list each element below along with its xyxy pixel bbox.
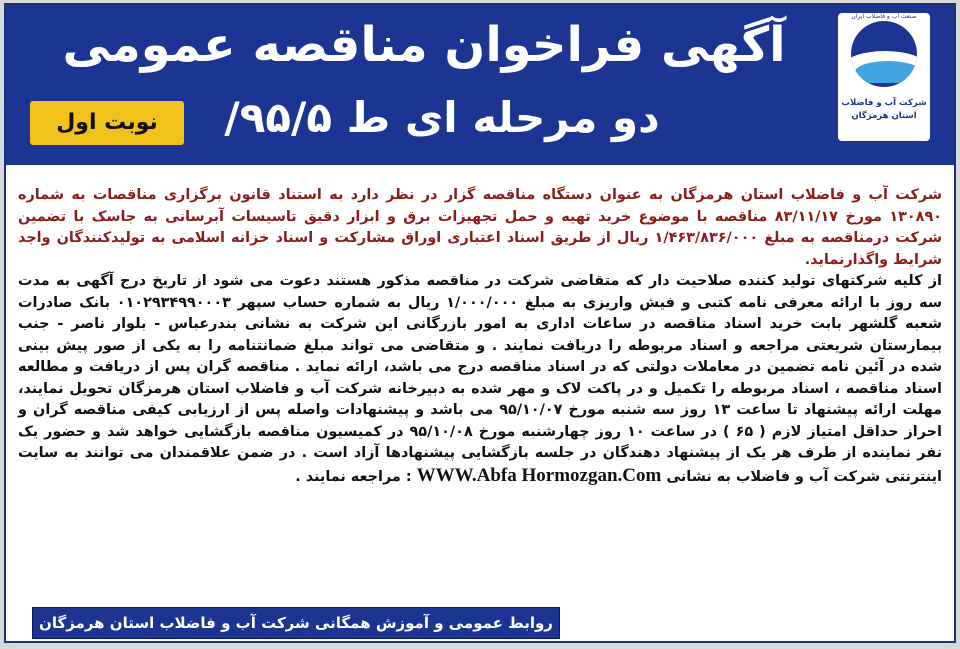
advertisement-page — [4, 3, 956, 643]
water-drop-icon — [851, 21, 917, 87]
details-paragraph — [18, 271, 942, 488]
announcement-body — [18, 185, 942, 488]
website-link[interactable]: WWW.Abfa Hormozgan.Com — [416, 464, 662, 486]
round-badge: نوبت اول — [30, 101, 184, 145]
header-banner — [6, 5, 954, 165]
footer-banner: روابط عمومی و آموزش همگانی شرکت آب و فاضلاب استان هرمزگان — [32, 607, 560, 639]
main-title: آگهی فراخوان مناقصه عمومی — [62, 17, 786, 73]
logo-name-line2: استان هرمزگان — [851, 111, 917, 121]
ending-text: : مراجعه نمایند . — [295, 468, 412, 485]
wave-shape — [855, 61, 917, 83]
logo-top-text: صنعت آب و فاضلاب ایران — [851, 13, 917, 20]
sub-title: دو مرحله ای ط ۹۵/۵/ — [224, 93, 660, 142]
details-text: از کلیه شرکتهای تولید کننده صلاحیت دار که متقاضی شرکت در مناقصه مذکور هستند دعوت می شود از تاریخ درج آگهی به مدت سه روز با ارائه معرفی نامه کتبی و فیش واریزی به مبلغ ۱/۰۰۰/۰۰۰ ریال به شماره حساب سپهر ۰۱۰۲۹۳۴۹۹۰۰۰۳ بانک صادرات شعبه گلشهر بابت خرید اسناد مناقصه در ساعات اداری به امور بازرگانی این شرکت به نشانی بندرعباس - بلوار ناصر - جنب بیمارستان شریعتی مراجعه و اسناد مربوطه را دریافت نمایند . و متقاضی می تواند مبلغ ضمانتنامه را به یکی از صور پیش بینی شده در آئین نامه تضمین در معاملات دولتی که در اسناد مناقصه درج می باشد، ارائه نماید . مناقصه گران پس از دریافت و مطالعه اسناد مناقصه ، اسناد مربوطه را تکمیل و در پاکت لاک و مهر شده به دبیرخانه شرکت آب و فاضلاب استان هرمزگان تحویل نمایند، مهلت ارائه پیشنهاد تا ساعت ۱۳ روز سه شنبه مورخ ۹۵/۱۰/۰۷ می باشد و پیشنهادات واصله پس از ارزیابی کیفی مناقصه گران و احراز حداقل امتیاز لازم ( ۶۵ ) در ساعت ۱۰ روز چهارشنبه مورخ ۹۵/۱۰/۰۸ در کمیسیون مناقصه بازگشایی خواهد شد و حضور یک نفر نماینده از طرف هر یک از پیشنهاد دهندگان در جلسه بازگشایی پیشنهادها آزاد است . در ضمن علاقمندان می توانند به سایت اینترنتی شرکت آب و فاضلاب به نشانی — [18, 273, 942, 485]
company-logo — [838, 13, 930, 141]
logo-name-line1: شرکت آب و فاضلاب — [841, 98, 927, 108]
intro-paragraph: شرکت آب و فاضلاب استان هرمزگان به عنوان دستگاه مناقصه گزار در نظر دارد به استناد قانون برگزاری مناقصات به شماره ۱۳۰۸۹۰ مورخ ۸۳/۱۱/۱۷ مناقصه با موضوع خرید تهیه و حمل تجهیزات برق و ابزار دقیق تاسیسات آبرسانی به جاسک با تضمین شرکت درمناقصه به مبلغ ۱/۴۶۳/۸۳۶/۰۰۰ ریال از طریق اسناد اعتباری اوراق مشارکت و اسناد خزانه اسلامی به تولیدکنندگان واجد شرایط واگذارنماید. — [18, 187, 943, 268]
logo-company-name — [840, 97, 928, 123]
